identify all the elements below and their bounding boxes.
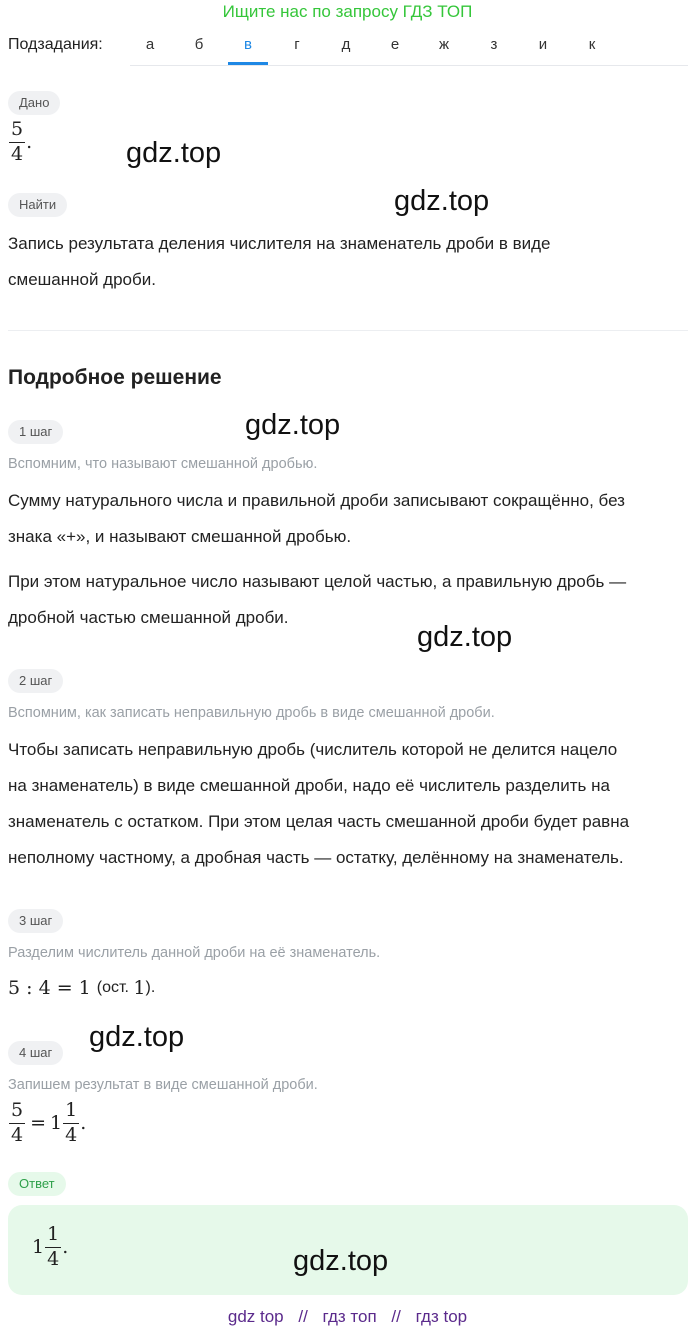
step-4-tag: 4 шаг — [8, 1041, 63, 1065]
step-4-hint: Запишем результат в виде смешанной дроби. — [8, 1077, 318, 1093]
subtasks-label: Подзадания: — [8, 36, 103, 53]
step-1-text-line: Сумму натурального числа и правильной дроби записывают сокращённо, без — [8, 491, 625, 510]
watermark: gdz.top — [245, 409, 341, 441]
subtasks-nav — [8, 34, 688, 66]
division-expression: 5 : 4 = 1 — [8, 977, 91, 999]
tab-zh[interactable]: ж — [438, 36, 450, 53]
tab-e[interactable]: е — [390, 36, 400, 53]
fraction-numerator: 5 — [9, 120, 25, 143]
step-2-text-line: знаменатель с остатком. При этом целая часть смешанной дроби будет равна — [8, 812, 630, 831]
watermark: gdz.top — [394, 185, 490, 217]
step-1-tag: 1 шаг — [8, 420, 63, 444]
step-3-tag: 3 шаг — [8, 909, 63, 933]
tab-d[interactable]: д — [341, 36, 351, 53]
tab-v[interactable]: в — [228, 36, 268, 65]
section-divider — [8, 330, 688, 331]
find-tag: Найти — [8, 193, 67, 217]
punctuation: . — [80, 1112, 87, 1135]
footer-separator: // — [298, 1307, 308, 1326]
whole-part: 1 — [32, 1236, 45, 1259]
lhs-fraction — [9, 1101, 25, 1146]
step-2-text-line: Чтобы записать неправильную дробь (числитель которой не делится нацело — [8, 740, 618, 759]
tab-a[interactable]: а — [145, 36, 155, 53]
given-tag: Дано — [8, 91, 60, 115]
watermark: gdz.top — [417, 621, 513, 653]
footer-separator: // — [391, 1307, 401, 1326]
find-text-line: Запись результата деления числителя на знаменатель дроби в виде — [8, 234, 551, 253]
footer-link[interactable]: gdz top — [227, 1307, 284, 1326]
rhs-fraction — [63, 1101, 79, 1146]
step-2-text-line: неполному частному, а дробная часть — остатку, делённому на знаменатель. — [8, 848, 624, 867]
find-text-line: смешанной дроби. — [8, 270, 156, 289]
tab-z[interactable]: з — [490, 36, 498, 53]
fraction-denominator: 4 — [47, 1247, 60, 1270]
tab-i[interactable]: и — [538, 36, 548, 53]
fraction-denominator: 4 — [65, 1123, 78, 1146]
step-4-expression — [8, 1101, 86, 1146]
footer-links — [0, 1307, 695, 1327]
fraction-denominator: 4 — [11, 1123, 24, 1146]
step-1-text-line: знака «+», и называют смешанной дробью. — [8, 527, 352, 546]
footer-link[interactable]: гдз top — [415, 1307, 468, 1326]
fraction-numerator: 5 — [9, 1101, 25, 1124]
footer-link[interactable]: гдз топ — [322, 1307, 377, 1326]
fraction-numerator: 1 — [63, 1101, 79, 1124]
step-1-text-line: дробной частью смешанной дроби. — [8, 608, 289, 627]
solution-heading: Подробное решение — [8, 366, 222, 389]
equals-sign: = — [30, 1112, 47, 1135]
step-1-hint: Вспомним, что называют смешанной дробью. — [8, 456, 318, 472]
given-fraction — [9, 120, 25, 165]
tab-g[interactable]: г — [294, 36, 300, 53]
remainder-close: ). — [145, 979, 156, 996]
punctuation: . — [26, 131, 33, 154]
answer-expression — [32, 1225, 68, 1270]
watermark: gdz.top — [293, 1245, 389, 1277]
subtask-tab-strip — [130, 34, 688, 66]
remainder-open: (ост. — [96, 979, 134, 996]
step-3-hint: Разделим числитель данной дроби на её знаменатель. — [8, 945, 381, 961]
step-2-hint: Вспомним, как записать неправильную дробь в виде смешанной дроби. — [8, 705, 495, 721]
watermark: gdz.top — [89, 1021, 185, 1053]
step-2-text-line: на знаменатель) в виде смешанной дроби, надо её числитель разделить на — [8, 776, 610, 795]
promo-banner: Ищите нас по запросу ГДЗ ТОП — [222, 2, 473, 21]
step-2-tag: 2 шаг — [8, 669, 63, 693]
step-1-text-line: При этом натуральное число называют целой частью, а правильную дробь — — [8, 572, 627, 591]
watermark: gdz.top — [126, 137, 222, 169]
fraction-denominator: 4 — [11, 142, 24, 165]
tab-b[interactable]: б — [194, 36, 204, 53]
remainder-value: 1 — [133, 977, 146, 999]
given-expression — [8, 120, 32, 165]
tab-k[interactable]: к — [588, 36, 596, 53]
fraction-numerator: 1 — [45, 1225, 61, 1248]
step-3-expression — [8, 977, 155, 999]
answer-fraction — [45, 1225, 61, 1270]
whole-part: 1 — [50, 1112, 63, 1135]
punctuation: . — [62, 1236, 69, 1259]
answer-tag: Ответ — [8, 1172, 66, 1196]
